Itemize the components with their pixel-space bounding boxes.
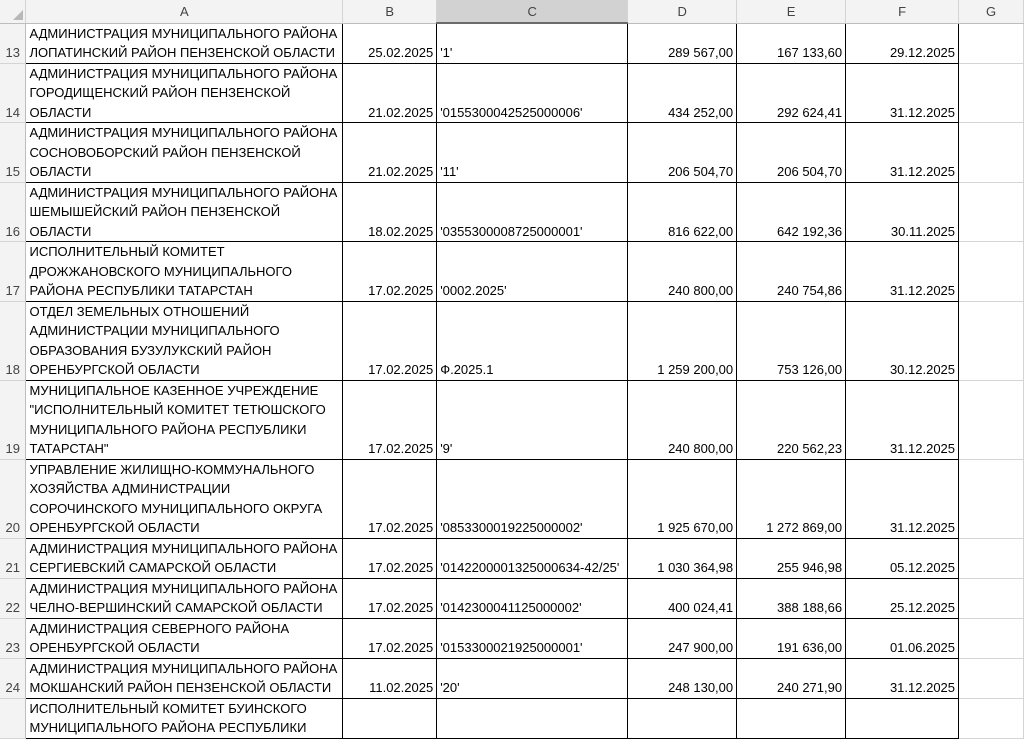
- cell-e[interactable]: 255 946,98: [737, 538, 846, 578]
- cell-b[interactable]: 17.02.2025: [343, 618, 437, 658]
- cell-e[interactable]: 206 504,70: [737, 123, 846, 183]
- cell-a[interactable]: АДМИНИСТРАЦИЯ МУНИЦИПАЛЬНОГО РАЙОНА ШЕМЫШЕЙСКИЙ РАЙОН ПЕНЗЕНСКОЙ ОБЛАСТИ: [26, 182, 343, 242]
- cell-e[interactable]: 220 562,23: [737, 380, 846, 459]
- table-row: [0, 538, 1024, 578]
- cell-f[interactable]: 31.12.2025: [846, 380, 959, 459]
- cell-f[interactable]: [846, 698, 959, 738]
- cell-g[interactable]: [959, 182, 1024, 242]
- row-header[interactable]: 17: [0, 242, 26, 302]
- cell-f[interactable]: 31.12.2025: [846, 658, 959, 698]
- row-header[interactable]: 23: [0, 618, 26, 658]
- table-row: [0, 123, 1024, 183]
- table-row: [0, 301, 1024, 380]
- column-header-e[interactable]: E: [737, 0, 846, 23]
- table-row: [0, 459, 1024, 538]
- cell-c[interactable]: '0142200001325000634-42/25': [437, 538, 628, 578]
- cell-f[interactable]: 31.12.2025: [846, 242, 959, 302]
- cell-g[interactable]: [959, 123, 1024, 183]
- column-header-b[interactable]: B: [343, 0, 437, 23]
- cell-d[interactable]: 240 800,00: [628, 242, 737, 302]
- cell-c[interactable]: '20': [437, 658, 628, 698]
- cell-a[interactable]: АДМИНИСТРАЦИЯ МУНИЦИПАЛЬНОГО РАЙОНА МОКШАНСКИЙ РАЙОН ПЕНЗЕНСКОЙ ОБЛАСТИ: [26, 658, 343, 698]
- cell-c[interactable]: '0153300021925000001': [437, 618, 628, 658]
- cell-g[interactable]: [959, 578, 1024, 618]
- row-header[interactable]: 13: [0, 23, 26, 63]
- cell-c[interactable]: '9': [437, 380, 628, 459]
- column-header-c[interactable]: C: [437, 0, 628, 23]
- cell-a[interactable]: АДМИНИСТРАЦИЯ МУНИЦИПАЛЬНОГО РАЙОНА ГОРОДИЩЕНСКИЙ РАЙОН ПЕНЗЕНСКОЙ ОБЛАСТИ: [26, 63, 343, 123]
- row-header[interactable]: 24: [0, 658, 26, 698]
- table-row: [0, 658, 1024, 698]
- cell-d[interactable]: 289 567,00: [628, 23, 737, 63]
- cell-g[interactable]: [959, 618, 1024, 658]
- select-all-corner[interactable]: [0, 0, 26, 23]
- cell-c[interactable]: '1': [437, 23, 628, 63]
- cell-e[interactable]: 1 272 869,00: [737, 459, 846, 538]
- cell-a[interactable]: АДМИНИСТРАЦИЯ МУНИЦИПАЛЬНОГО РАЙОНА СОСНОВОБОРСКИЙ РАЙОН ПЕНЗЕНСКОЙ ОБЛАСТИ: [26, 123, 343, 183]
- cell-c[interactable]: '0853300019225000002': [437, 459, 628, 538]
- cell-d[interactable]: 400 024,41: [628, 578, 737, 618]
- cell-b[interactable]: 21.02.2025: [343, 123, 437, 183]
- cell-a[interactable]: АДМИНИСТРАЦИЯ МУНИЦИПАЛЬНОГО РАЙОНА СЕРГИЕВСКИЙ САМАРСКОЙ ОБЛАСТИ: [26, 538, 343, 578]
- column-header-a[interactable]: A: [26, 0, 343, 23]
- row-header[interactable]: 22: [0, 578, 26, 618]
- column-header-d[interactable]: D: [628, 0, 737, 23]
- cell-d[interactable]: 247 900,00: [628, 618, 737, 658]
- row-header[interactable]: 21: [0, 538, 26, 578]
- cell-f[interactable]: 31.12.2025: [846, 63, 959, 123]
- table-row: [0, 380, 1024, 459]
- cell-d[interactable]: 1 030 364,98: [628, 538, 737, 578]
- cell-c[interactable]: [437, 698, 628, 738]
- cell-g[interactable]: [959, 459, 1024, 538]
- row-header[interactable]: 18: [0, 301, 26, 380]
- cell-d[interactable]: 240 800,00: [628, 380, 737, 459]
- cell-a[interactable]: УПРАВЛЕНИЕ ЖИЛИЩНО-КОММУНАЛЬНОГО ХОЗЯЙСТВА АДМИНИСТРАЦИИ СОРОЧИНСКОГО МУНИЦИПАЛЬНОГО ОКРУГА ОРЕНБУРГСКОЙ ОБЛАСТИ: [26, 459, 343, 538]
- cell-b[interactable]: 17.02.2025: [343, 301, 437, 380]
- table-row: [0, 578, 1024, 618]
- cell-b[interactable]: 17.02.2025: [343, 459, 437, 538]
- row-header[interactable]: 20: [0, 459, 26, 538]
- cell-d[interactable]: 1 259 200,00: [628, 301, 737, 380]
- column-header-row: [0, 0, 1024, 23]
- row-header[interactable]: 16: [0, 182, 26, 242]
- cell-b[interactable]: 17.02.2025: [343, 578, 437, 618]
- cell-d[interactable]: 816 622,00: [628, 182, 737, 242]
- cell-f[interactable]: 05.12.2025: [846, 538, 959, 578]
- cell-f[interactable]: 31.12.2025: [846, 459, 959, 538]
- cell-b[interactable]: 21.02.2025: [343, 63, 437, 123]
- cell-d[interactable]: 206 504,70: [628, 123, 737, 183]
- cell-a[interactable]: МУНИЦИПАЛЬНОЕ КАЗЕННОЕ УЧРЕЖДЕНИЕ "ИСПОЛНИТЕЛЬНЫЙ КОМИТЕТ ТЕТЮШСКОГО МУНИЦИПАЛЬНОГО РАЙОНА РЕСПУБЛИКИ ТАТАРСТАН": [26, 380, 343, 459]
- cell-d[interactable]: 1 925 670,00: [628, 459, 737, 538]
- cell-g[interactable]: [959, 380, 1024, 459]
- row-header[interactable]: 19: [0, 380, 26, 459]
- cell-e[interactable]: [737, 698, 846, 738]
- cell-g[interactable]: [959, 63, 1024, 123]
- cell-e[interactable]: 191 636,00: [737, 618, 846, 658]
- cell-c[interactable]: '0142300041125000002': [437, 578, 628, 618]
- cell-b[interactable]: 17.02.2025: [343, 538, 437, 578]
- cell-a[interactable]: АДМИНИСТРАЦИЯ МУНИЦИПАЛЬНОГО РАЙОНА ЛОПАТИНСКИЙ РАЙОН ПЕНЗЕНСКОЙ ОБЛАСТИ: [26, 23, 343, 63]
- cell-g[interactable]: [959, 658, 1024, 698]
- row-header[interactable]: [0, 698, 26, 738]
- cell-a[interactable]: ОТДЕЛ ЗЕМЕЛЬНЫХ ОТНОШЕНИЙ АДМИНИСТРАЦИИ МУНИЦИПАЛЬНОГО ОБРАЗОВАНИЯ БУЗУЛУКСКИЙ РАЙОН ОРЕНБУРГСКОЙ ОБЛАСТИ: [26, 301, 343, 380]
- cell-d[interactable]: 434 252,00: [628, 63, 737, 123]
- column-header-f[interactable]: F: [846, 0, 959, 23]
- cell-a[interactable]: ИСПОЛНИТЕЛЬНЫЙ КОМИТЕТ ДРОЖЖАНОВСКОГО МУНИЦИПАЛЬНОГО РАЙОНА РЕСПУБЛИКИ ТАТАРСТАН: [26, 242, 343, 302]
- row-header[interactable]: 14: [0, 63, 26, 123]
- cell-b[interactable]: 25.02.2025: [343, 23, 437, 63]
- cell-g[interactable]: [959, 538, 1024, 578]
- cell-f[interactable]: 30.12.2025: [846, 301, 959, 380]
- cell-d[interactable]: 248 130,00: [628, 658, 737, 698]
- cell-e[interactable]: 240 271,90: [737, 658, 846, 698]
- table-row: [0, 618, 1024, 658]
- table-row: [0, 182, 1024, 242]
- cell-d[interactable]: [628, 698, 737, 738]
- cell-e[interactable]: 240 754,86: [737, 242, 846, 302]
- cell-c[interactable]: '0155300042525000006': [437, 63, 628, 123]
- cell-e[interactable]: 753 126,00: [737, 301, 846, 380]
- cell-e[interactable]: 642 192,36: [737, 182, 846, 242]
- cell-f[interactable]: 30.11.2025: [846, 182, 959, 242]
- cell-f[interactable]: 31.12.2025: [846, 123, 959, 183]
- table-row: [0, 23, 1024, 63]
- cell-b[interactable]: 17.02.2025: [343, 242, 437, 302]
- row-header[interactable]: 15: [0, 123, 26, 183]
- cell-e[interactable]: 292 624,41: [737, 63, 846, 123]
- cell-b[interactable]: 17.02.2025: [343, 380, 437, 459]
- cell-b[interactable]: [343, 698, 437, 738]
- cell-a[interactable]: АДМИНИСТРАЦИЯ СЕВЕРНОГО РАЙОНА ОРЕНБУРГСКОЙ ОБЛАСТИ: [26, 618, 343, 658]
- cell-e[interactable]: 388 188,66: [737, 578, 846, 618]
- cell-f[interactable]: 25.12.2025: [846, 578, 959, 618]
- cell-b[interactable]: 11.02.2025: [343, 658, 437, 698]
- cell-c[interactable]: '0355300008725000001': [437, 182, 628, 242]
- table-body: [0, 23, 1024, 738]
- cell-g[interactable]: [959, 698, 1024, 738]
- cell-a[interactable]: ИСПОЛНИТЕЛЬНЫЙ КОМИТЕТ БУИНСКОГО МУНИЦИПАЛЬНОГО РАЙОНА РЕСПУБЛИКИ: [26, 698, 343, 738]
- table-row: [0, 63, 1024, 123]
- cell-f[interactable]: 29.12.2025: [846, 23, 959, 63]
- cell-c[interactable]: '11': [437, 123, 628, 183]
- cell-b[interactable]: 18.02.2025: [343, 182, 437, 242]
- cell-g[interactable]: [959, 301, 1024, 380]
- cell-a[interactable]: АДМИНИСТРАЦИЯ МУНИЦИПАЛЬНОГО РАЙОНА ЧЕЛНО-ВЕРШИНСКИЙ САМАРСКОЙ ОБЛАСТИ: [26, 578, 343, 618]
- table-row: [0, 698, 1024, 738]
- cell-c[interactable]: '0002.2025': [437, 242, 628, 302]
- cell-g[interactable]: [959, 242, 1024, 302]
- cell-f[interactable]: 01.06.2025: [846, 618, 959, 658]
- cell-g[interactable]: [959, 23, 1024, 63]
- table-row: [0, 242, 1024, 302]
- cell-c[interactable]: Ф.2025.1: [437, 301, 628, 380]
- column-header-g[interactable]: G: [959, 0, 1024, 23]
- cell-e[interactable]: 167 133,60: [737, 23, 846, 63]
